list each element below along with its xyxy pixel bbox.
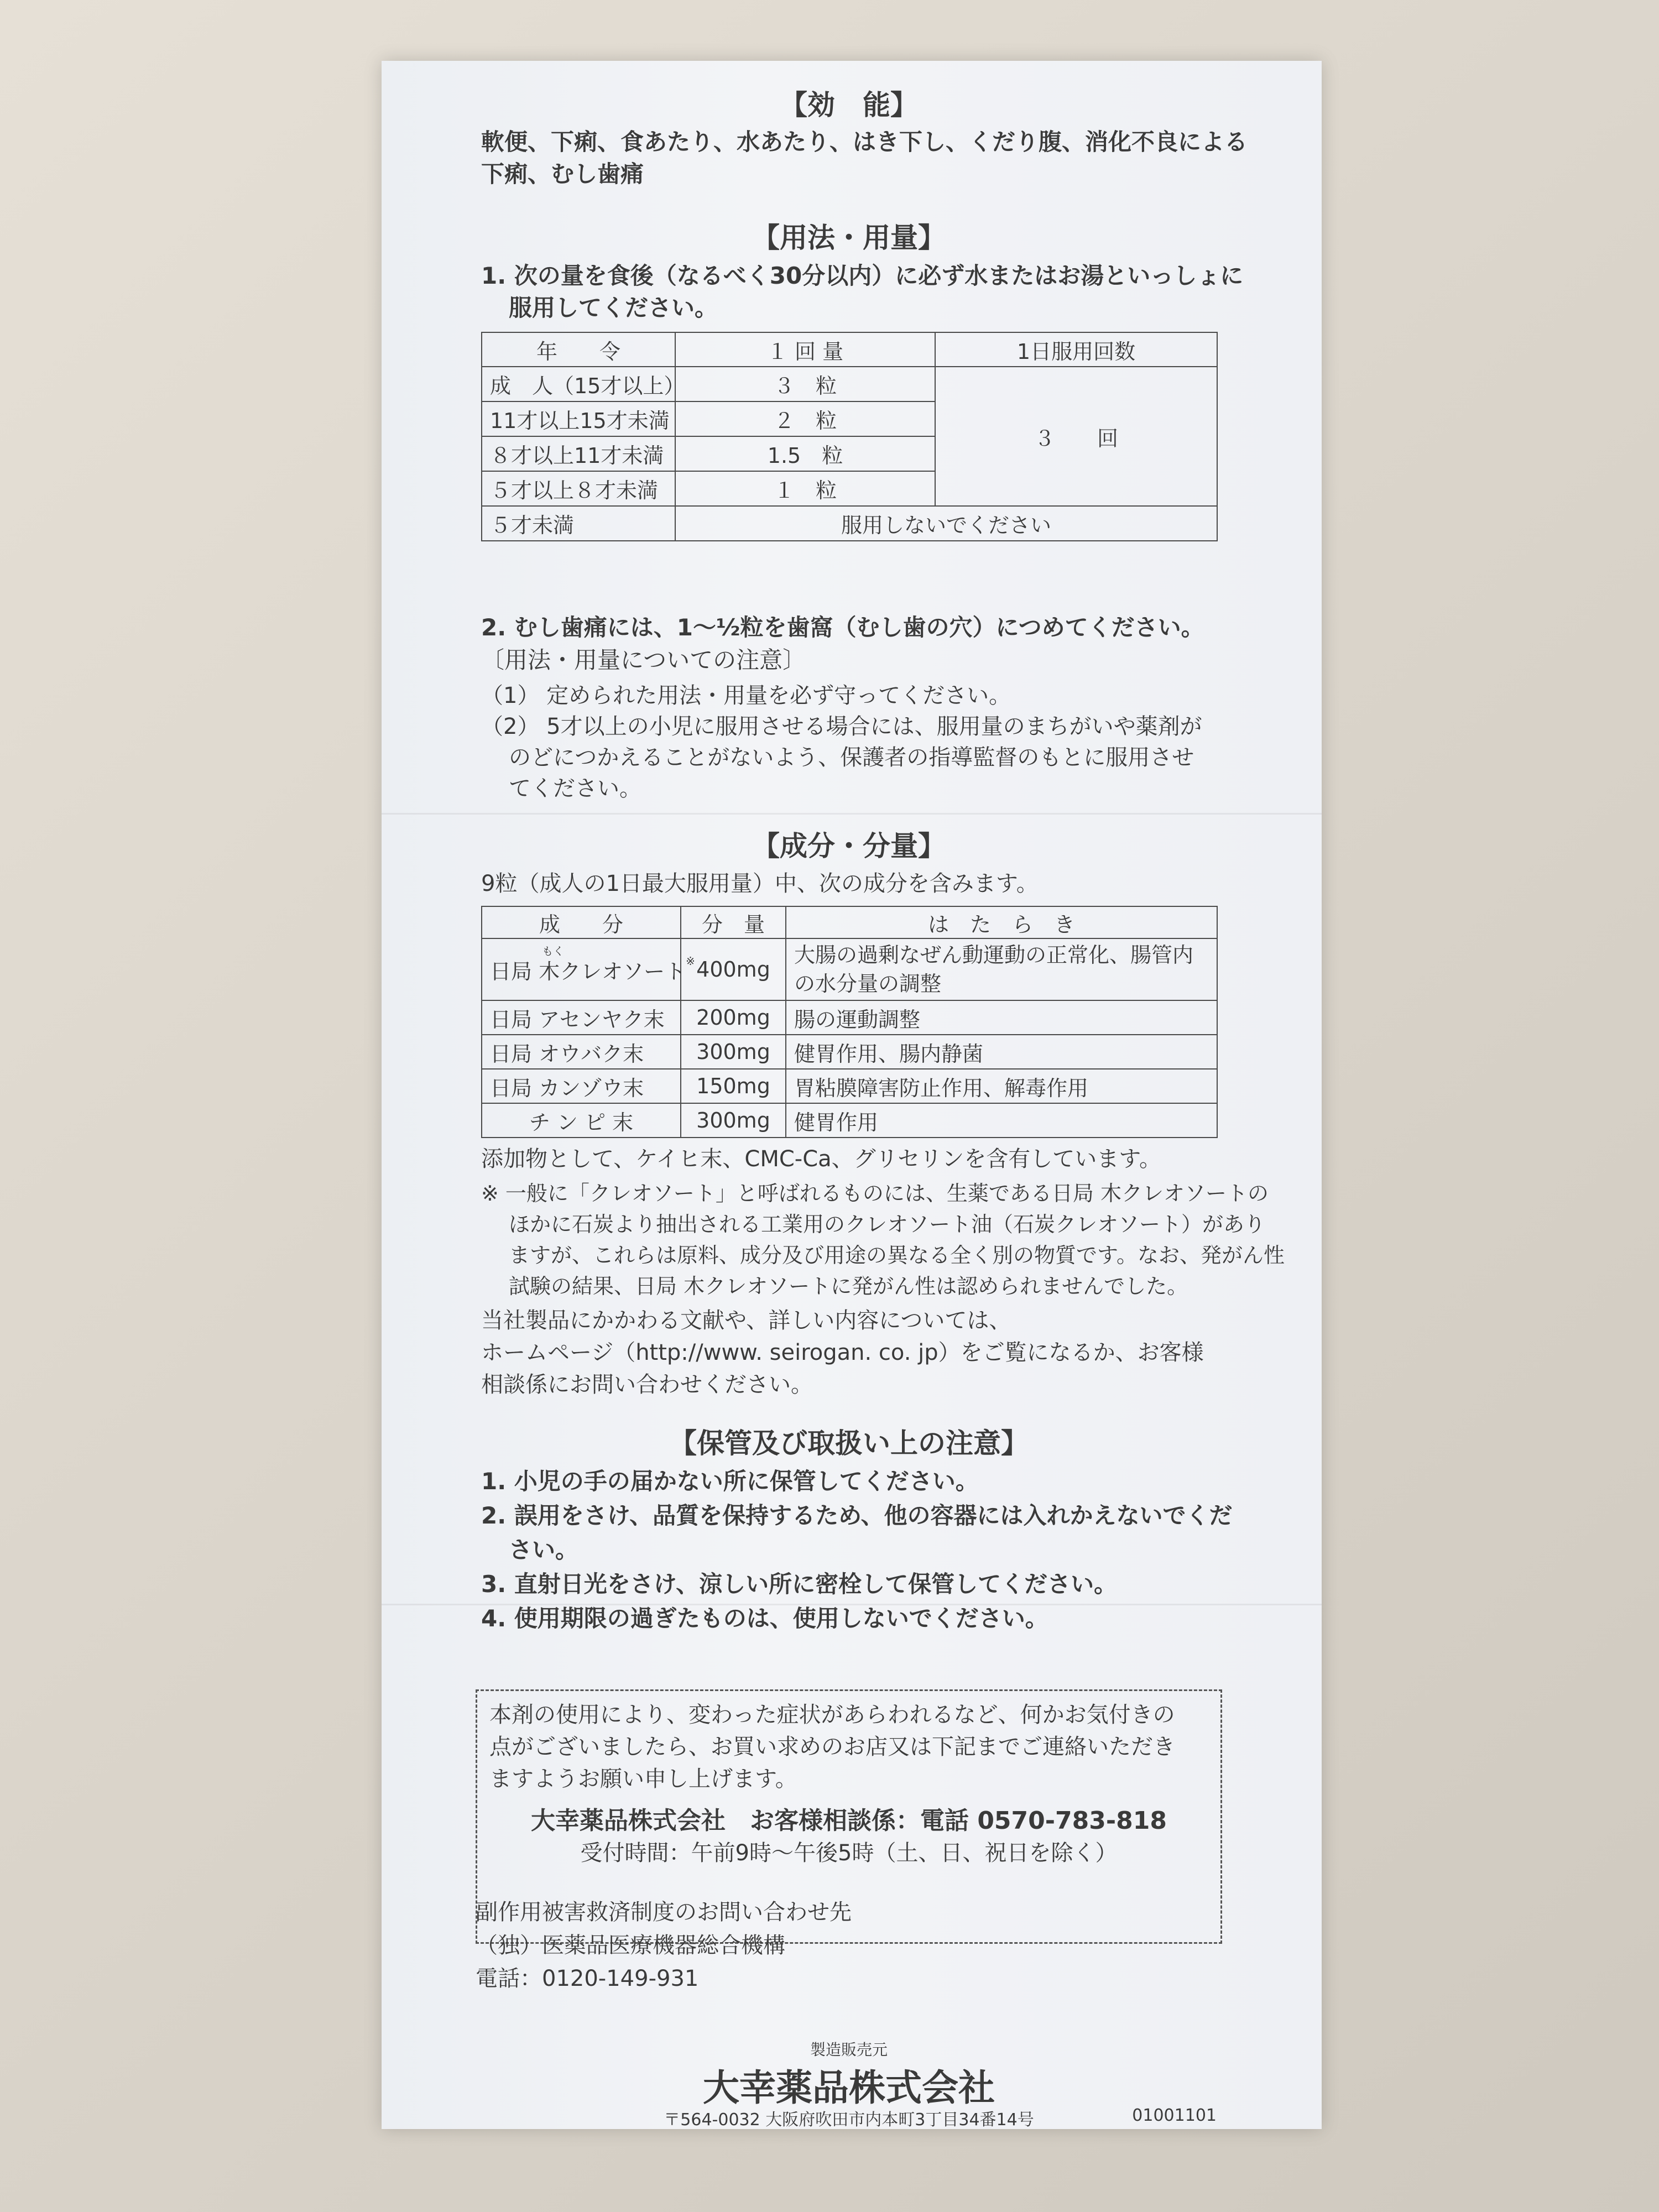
ingredient-action-line: 大腸の過剰なぜん動運動の正常化、腸管内	[794, 943, 1194, 967]
age-cell: ５才以上８才未満	[482, 471, 675, 506]
contact-line: 本剤の使用により、変わった症状があらわれるなど、何かお気付きの	[489, 1702, 1175, 1728]
info-text: ホームページ（http://www. seirogan. co. jp）をご覧になるか、お客様	[481, 1340, 1204, 1365]
table-header: 年 令	[482, 332, 675, 367]
relief-line: 副作用被害救済制度のお問い合わせ先	[476, 1900, 852, 1925]
storage-item: 2. 誤用をさけ、品質を保持するため、他の容器には入れかえないでくだ	[481, 1502, 1233, 1529]
ingredient-amount: 400mg	[681, 938, 786, 1000]
ingredient-action	[786, 938, 1217, 1000]
creosote-note: 試験の結果、日局 木クレオソートに発がん性は認められませんでした。	[509, 1274, 1188, 1298]
contact-hours: 受付時間：午前9時〜午後5時（土、日、祝日を除く）	[580, 1840, 1118, 1866]
info-text: 相談係にお問い合わせください。	[481, 1372, 813, 1397]
dosage-caution: てください。	[509, 776, 641, 801]
amount-cell: ２ 粒	[675, 401, 935, 436]
age-cell: ５才未満	[482, 506, 675, 541]
ingredient-name: チ ン ピ 末	[482, 1103, 681, 1138]
creosote-note: ほかに石炭より抽出される工業用のクレオソート油（石炭クレオソート）があり	[509, 1212, 1266, 1237]
ingredient-action: 腸の運動調整	[786, 1000, 1217, 1035]
storage-item: さい。	[509, 1536, 579, 1563]
ingredient-name: 日局 オウバク末	[482, 1035, 681, 1069]
ingredient-action: 健胃作用	[786, 1103, 1217, 1138]
storage-item: 3. 直射日光をさけ、涼しい所に密栓して保管してください。	[481, 1571, 1118, 1598]
table-header-row	[482, 332, 1217, 367]
amount-cell: １ 粒	[675, 471, 935, 506]
additives-text: 添加物として、ケイヒ末、CMC-Ca、グリセリンを含有しています。	[481, 1146, 1162, 1172]
asterisk-mark: ※	[686, 954, 695, 968]
maker-label: 製造販売元	[810, 2041, 888, 2059]
leaflet-paper	[382, 61, 1322, 2129]
creosote-note: ますが、これらは原料、成分及び用途の異なる全く別の物質です。なお、発がん性	[509, 1243, 1285, 1267]
contact-company-line: 大幸薬品株式会社 お客様相談係：電話 0570-783-818	[531, 1807, 1167, 1835]
table-row	[482, 1103, 1217, 1138]
table-row	[482, 938, 1217, 1000]
dosage-item2: 2. むし歯痛には、1〜½粒を歯窩（むし歯の穴）につめてください。	[481, 614, 1204, 641]
ingredient-name	[482, 938, 695, 1000]
contact-line: ますようお願い申し上げます。	[489, 1766, 797, 1792]
dosage-table	[481, 332, 1218, 541]
ingredient-name-prefix: 日局	[490, 959, 539, 984]
ingredient-action: 健胃作用、腸内静菌	[786, 1035, 1217, 1069]
ingredients-table	[481, 906, 1218, 1138]
relief-line: （独）医薬品医療機器総合機構	[476, 1933, 785, 1958]
ingredient-name-rest: クレオソート	[560, 959, 686, 984]
document-code: 01001101	[1132, 2106, 1217, 2125]
dosage-caution: のどにつかえることがないよう、保護者の指導監督のもとに服用させ	[509, 745, 1194, 770]
maker-name: 大幸薬品株式会社	[703, 2067, 995, 2109]
age-cell: 成 人（15才以上）	[482, 367, 675, 401]
amount-cell: 1.5 粒	[675, 436, 935, 471]
ruby-moku	[539, 944, 565, 985]
ingredient-action: 胃粘膜障害防止作用、解毒作用	[786, 1069, 1217, 1103]
table-header: １ 回 量	[675, 332, 935, 367]
dosage-heading: 【用法・用量】	[752, 222, 946, 254]
ruby-reading: もく	[542, 944, 565, 958]
creosote-note: ※ 一般に「クレオソート」と呼ばれるものには、生薬である日局 木クレオソートの	[481, 1181, 1269, 1206]
times-cell: ３ 回	[935, 367, 1217, 506]
ingredient-name: 日局 アセンヤク末	[482, 1000, 681, 1035]
ingredient-amount: 200mg	[681, 1000, 786, 1035]
ingredient-amount: 300mg	[681, 1103, 786, 1138]
table-row	[482, 1069, 1217, 1103]
dosage-caution: （2） 5才以上の小児に服用させる場合には、服用量のまちがいや薬剤が	[481, 714, 1202, 739]
storage-item: 4. 使用期限の過ぎたものは、使用しないでください。	[481, 1605, 1048, 1632]
age-cell: 11才以上15才未満	[482, 401, 675, 436]
storage-item: 1. 小児の手の届かない所に保管してください。	[481, 1468, 979, 1495]
dosage-item1: 1. 次の量を食後（なるべく30分以内）に必ず水またはお湯といっしょに	[481, 262, 1244, 289]
relief-line: 電話：0120-149-931	[476, 1966, 699, 1991]
table-row	[482, 1000, 1217, 1035]
fold-line	[382, 813, 1322, 815]
table-row	[482, 367, 1217, 401]
info-text: 当社製品にかかわる文献や、詳しい内容については、	[481, 1308, 1011, 1333]
contact-line: 点がございましたら、お買い求めのお店又は下記までご連絡いただき	[489, 1734, 1175, 1760]
table-row	[482, 506, 1217, 541]
dosage-item1: 服用してください。	[509, 294, 718, 321]
efficacy-line: 軟便、下痢、食あたり、水あたり、はき下し、くだり腹、消化不良による	[481, 128, 1248, 155]
ingredient-action-line: の水分量の調整	[794, 972, 942, 996]
ingredients-intro: 9粒（成人の1日最大服用量）中、次の成分を含みます。	[481, 871, 1039, 896]
amount-cell: ３ 粒	[675, 367, 935, 401]
ruby-base: 木	[539, 959, 560, 984]
dosage-caution-heading: 〔用法・用量についての注意〕	[481, 646, 806, 674]
dosage-caution: （1） 定められた用法・用量を必ず守ってください。	[481, 683, 1011, 708]
table-header: 分 量	[681, 906, 786, 938]
table-header-row	[482, 906, 1217, 938]
ingredient-amount: 150mg	[681, 1069, 786, 1103]
table-header: 成 分	[482, 906, 681, 938]
ingredients-heading: 【成分・分量】	[752, 830, 946, 862]
age-cell: ８才以上11才未満	[482, 436, 675, 471]
table-header: 1日服用回数	[935, 332, 1217, 367]
table-row	[482, 1035, 1217, 1069]
table-header: は た ら き	[786, 906, 1217, 938]
note-cell: 服用しないでください	[675, 506, 1217, 541]
efficacy-line: 下痢、むし歯痛	[481, 160, 644, 187]
maker-address: 〒564-0032 大阪府吹田市内本町3丁目34番14号	[664, 2110, 1034, 2130]
storage-heading: 【保管及び取扱い上の注意】	[669, 1427, 1029, 1459]
ingredient-amount: 300mg	[681, 1035, 786, 1069]
efficacy-heading: 【効 能】	[780, 89, 918, 121]
ingredient-name: 日局 カンゾウ末	[482, 1069, 681, 1103]
